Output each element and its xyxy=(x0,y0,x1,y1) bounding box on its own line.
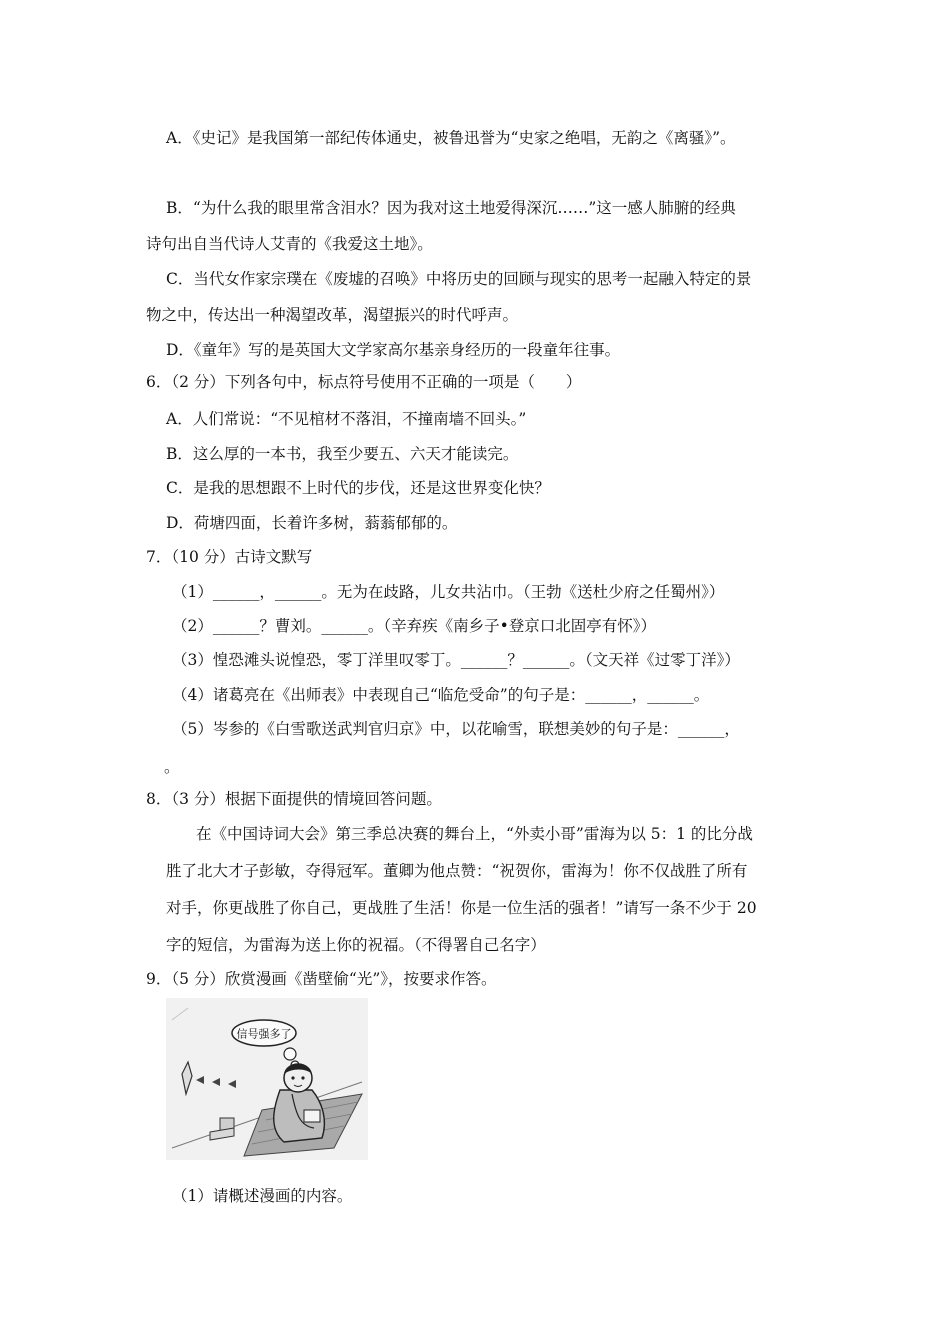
q7-item-3: （3）惶恐滩头说惶恐，零丁洋里叹零丁。______？______。（文天祥《过零丁洋》） xyxy=(172,651,740,669)
q5-option-b-line1: B．“为什么我的眼里常含泪水？因为我对这土地爱得深沉……”这一感人肺腑的经典 xyxy=(166,199,736,217)
q7-item-5: （5）岑参的《白雪歌送武判官归京》中，以花喻雪，联想美妙的句子是：______， xyxy=(172,720,740,738)
q9-stem: 9．（5 分）欣赏漫画《凿壁偷“光”》，按要求作答。 xyxy=(146,970,497,988)
q8-paragraph-line2: 胜了北大才子彭敏，夺得冠军。董卿为他点赞：“祝贺你，雷海为！你不仅战胜了所有 xyxy=(166,862,748,880)
q8-paragraph-line1: 在《中国诗词大会》第三季总决赛的舞台上，“外卖小哥”雷海为以 5：1 的比分战 xyxy=(196,825,753,843)
q5-option-b-line2: 诗句出自当代诗人艾青的《我爱这土地》。 xyxy=(146,235,433,253)
q8-stem: 8．（3 分）根据下面提供的情境回答问题。 xyxy=(146,790,442,808)
q6-option-d: D．荷塘四面，长着许多树，蓊蓊郁郁的。 xyxy=(166,514,458,532)
q5-option-c-line1: C．当代女作家宗璞在《废墟的召唤》中将历史的回顾与现实的思考一起融入特定的景 xyxy=(166,270,752,288)
q6-option-c: C．是我的思想跟不上时代的步伐，还是这世界变化快？ xyxy=(166,479,550,497)
q7-item-1: （1）______，______。无为在歧路，儿女共沾巾。（王勃《送杜少府之任蜀州》） xyxy=(172,583,725,601)
q5-option-a: A．《史记》是我国第一部纪传体通史，被鲁迅誉为“史家之绝唱，无韵之《离骚》”。 xyxy=(166,129,736,147)
thought-bubble-text: 信号强多了 xyxy=(236,1027,292,1041)
q7-stem: 7．（10 分）古诗文默写 xyxy=(146,548,313,566)
q7-item-2: （2）______？曹刘。______。（辛弃疾《南乡子•登京口北固亭有怀》） xyxy=(172,617,657,635)
cartoon-image xyxy=(166,998,368,1160)
q8-paragraph-line3: 对手，你更战胜了你自己，更战胜了生活！你是一位生活的强者！”请写一条不少于 20 xyxy=(166,899,757,917)
scholar-eye-right xyxy=(301,1076,304,1079)
q6-option-a: A．人们常说：“不见棺材不落泪，不撞南墙不回头。” xyxy=(166,410,527,428)
book-icon xyxy=(304,1110,320,1122)
q7-item-4: （4）诸葛亮在《出师表》中表现自己“临危受命”的句子是：______，______。 xyxy=(172,686,710,704)
q6-option-b: B．这么厚的一本书，我至少要五、六天才能读完。 xyxy=(166,445,519,463)
q5-option-c-line2: 物之中，传达出一种渴望改革，渴望振兴的时代呼声。 xyxy=(146,306,519,324)
q6-stem: 6．（2 分）下列各句中，标点符号使用不正确的一项是（ ） xyxy=(146,373,582,391)
thought-dot-large xyxy=(284,1048,296,1060)
q8-paragraph-line4: 字的短信，为雷海为送上你的祝福。（不得署自己名字） xyxy=(166,936,546,954)
q7-item-5-tail: 。 xyxy=(164,758,180,776)
q5-option-d: D．《童年》写的是英国大文学家高尔基亲身经历的一段童年往事。 xyxy=(166,341,621,359)
q9-sub-question-1: （1）请概述漫画的内容。 xyxy=(172,1187,353,1205)
scholar-eye-left xyxy=(291,1076,294,1079)
